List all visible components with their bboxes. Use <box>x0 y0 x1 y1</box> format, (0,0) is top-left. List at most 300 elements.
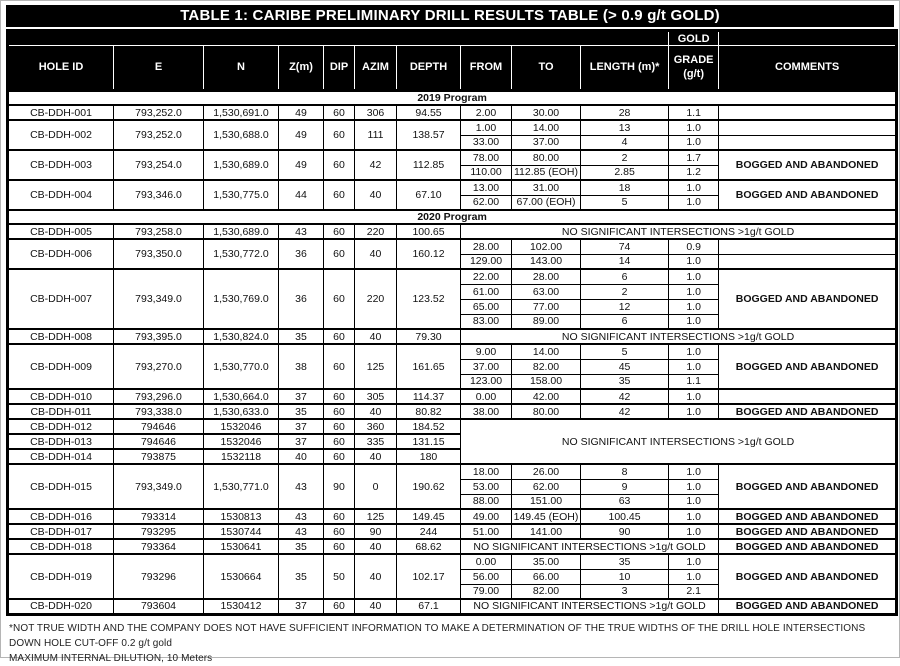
comment-cell: BOGGED AND ABANDONED <box>719 509 897 524</box>
col-azim: AZIM <box>355 46 397 91</box>
hole-z-cell: 35 <box>279 539 324 554</box>
hole-depth-cell: 184.52 <box>397 419 461 434</box>
hole-id-cell: CB-DDH-007 <box>8 269 114 329</box>
hole-e-cell: 793,258.0 <box>114 224 204 239</box>
hole-id-cell: CB-DDH-010 <box>8 389 114 404</box>
hole-depth-cell: 67.1 <box>397 599 461 614</box>
hole-n-cell: 1,530,770.0 <box>204 344 279 389</box>
hole-n-cell: 1,530,633.0 <box>204 404 279 419</box>
hole-dip-cell: 60 <box>324 449 355 464</box>
hole-id-cell: CB-DDH-005 <box>8 224 114 239</box>
interval-grade-cell: 1.0 <box>669 299 719 314</box>
comment-cell <box>719 120 897 135</box>
interval-to-cell: 26.00 <box>512 464 581 479</box>
interval-from-cell: 18.00 <box>461 464 512 479</box>
hole-dip-cell: 60 <box>324 344 355 389</box>
no-significant-cell: NO SIGNIFICANT INTERSECTIONS >1g/t GOLD <box>461 539 719 554</box>
interval-len-cell: 18 <box>581 180 669 195</box>
interval-grade-cell: 1.1 <box>669 105 719 120</box>
hole-depth-cell: 190.62 <box>397 464 461 509</box>
interval-to-cell: 28.00 <box>512 269 581 284</box>
hole-depth-cell: 114.37 <box>397 389 461 404</box>
interval-to-cell: 80.00 <box>512 150 581 165</box>
hole-e-cell: 794646 <box>114 434 204 449</box>
hole-depth-cell: 149.45 <box>397 509 461 524</box>
interval-to-cell: 42.00 <box>512 389 581 404</box>
hole-e-cell: 793,270.0 <box>114 344 204 389</box>
no-significant-cell: NO SIGNIFICANT INTERSECTIONS >1g/t GOLD <box>461 224 897 239</box>
col-grade: GRADE (g/t) <box>669 46 719 91</box>
hole-dip-cell: 60 <box>324 180 355 210</box>
comment-cell: BOGGED AND ABANDONED <box>719 180 897 210</box>
no-significant-cell: NO SIGNIFICANT INTERSECTIONS >1g/t GOLD <box>461 329 897 344</box>
hole-id-cell: CB-DDH-018 <box>8 539 114 554</box>
interval-grade-cell: 2.1 <box>669 584 719 599</box>
interval-to-cell: 82.00 <box>512 359 581 374</box>
table-row <box>8 239 897 254</box>
hole-depth-cell: 123.52 <box>397 269 461 329</box>
interval-len-cell: 6 <box>581 269 669 284</box>
interval-to-cell: 80.00 <box>512 404 581 419</box>
interval-to-cell: 77.00 <box>512 299 581 314</box>
interval-from-cell: 51.00 <box>461 524 512 539</box>
hole-id-cell: CB-DDH-002 <box>8 120 114 150</box>
hole-dip-cell: 60 <box>324 404 355 419</box>
interval-len-cell: 2 <box>581 284 669 299</box>
hole-id-cell: CB-DDH-009 <box>8 344 114 389</box>
interval-len-cell: 9 <box>581 479 669 494</box>
hole-id-cell: CB-DDH-020 <box>8 599 114 614</box>
interval-from-cell: 37.00 <box>461 359 512 374</box>
hole-z-cell: 43 <box>279 524 324 539</box>
hole-azim-cell: 125 <box>355 344 397 389</box>
interval-to-cell: 158.00 <box>512 374 581 389</box>
hole-dip-cell: 60 <box>324 224 355 239</box>
hole-dip-cell: 60 <box>324 539 355 554</box>
hole-dip-cell: 60 <box>324 509 355 524</box>
hole-azim-cell: 40 <box>355 539 397 554</box>
hole-dip-cell: 60 <box>324 389 355 404</box>
interval-grade-cell: 1.0 <box>669 269 719 284</box>
footnotes <box>9 621 894 666</box>
comment-cell <box>719 239 897 254</box>
hole-z-cell: 35 <box>279 554 324 599</box>
hole-z-cell: 43 <box>279 509 324 524</box>
hole-depth-cell: 112.85 <box>397 150 461 180</box>
interval-to-cell: 112.85 (EOH) <box>512 165 581 180</box>
hole-e-cell: 793295 <box>114 524 204 539</box>
hole-depth-cell: 68.62 <box>397 539 461 554</box>
comment-cell: BOGGED AND ABANDONED <box>719 599 897 614</box>
hole-id-cell: CB-DDH-015 <box>8 464 114 509</box>
hole-depth-cell: 102.17 <box>397 554 461 599</box>
table-title: TABLE 1: CARIBE PRELIMINARY DRILL RESULTS TABLE (> 0.9 g/t GOLD) <box>6 5 894 27</box>
col-n: N <box>204 46 279 91</box>
hole-e-cell: 793,350.0 <box>114 239 204 269</box>
interval-to-cell: 35.00 <box>512 554 581 569</box>
interval-grade-cell: 0.9 <box>669 239 719 254</box>
hole-n-cell: 1530813 <box>204 509 279 524</box>
interval-to-cell: 151.00 <box>512 494 581 509</box>
interval-from-cell: 1.00 <box>461 120 512 135</box>
hole-dip-cell: 60 <box>324 269 355 329</box>
hole-id-cell: CB-DDH-011 <box>8 404 114 419</box>
col-z: Z(m) <box>279 46 324 91</box>
comment-cell <box>719 105 897 120</box>
interval-len-cell: 45 <box>581 359 669 374</box>
hole-dip-cell: 60 <box>324 599 355 614</box>
col-e: E <box>114 46 204 91</box>
program-band <box>8 210 897 224</box>
interval-from-cell: 2.00 <box>461 105 512 120</box>
interval-from-cell: 123.00 <box>461 374 512 389</box>
hole-e-cell: 793,252.0 <box>114 105 204 120</box>
interval-grade-cell: 1.0 <box>669 554 719 569</box>
table-header <box>8 31 897 91</box>
comment-cell: BOGGED AND ABANDONED <box>719 524 897 539</box>
table-row <box>8 509 897 524</box>
interval-len-cell: 2.85 <box>581 165 669 180</box>
interval-len-cell: 35 <box>581 554 669 569</box>
interval-to-cell: 14.00 <box>512 344 581 359</box>
hole-azim-cell: 42 <box>355 150 397 180</box>
interval-len-cell: 42 <box>581 389 669 404</box>
interval-grade-cell: 1.0 <box>669 389 719 404</box>
interval-len-cell: 74 <box>581 239 669 254</box>
hole-depth-cell: 79.30 <box>397 329 461 344</box>
interval-from-cell: 49.00 <box>461 509 512 524</box>
hole-z-cell: 35 <box>279 404 324 419</box>
interval-from-cell: 79.00 <box>461 584 512 599</box>
drill-table-body <box>8 91 897 615</box>
comment-cell: BOGGED AND ABANDONED <box>719 539 897 554</box>
interval-from-cell: 33.00 <box>461 135 512 150</box>
hole-n-cell: 1532046 <box>204 434 279 449</box>
hole-id-cell: CB-DDH-019 <box>8 554 114 599</box>
hole-dip-cell: 60 <box>324 434 355 449</box>
interval-from-cell: 65.00 <box>461 299 512 314</box>
hole-e-cell: 793,296.0 <box>114 389 204 404</box>
interval-from-cell: 62.00 <box>461 195 512 210</box>
table-row <box>8 150 897 165</box>
hole-n-cell: 1530641 <box>204 539 279 554</box>
hole-n-cell: 1,530,688.0 <box>204 120 279 150</box>
interval-from-cell: 78.00 <box>461 150 512 165</box>
interval-to-cell: 89.00 <box>512 314 581 329</box>
hole-e-cell: 793,395.0 <box>114 329 204 344</box>
hole-e-cell: 793604 <box>114 599 204 614</box>
hole-id-cell: CB-DDH-012 <box>8 419 114 434</box>
hole-n-cell: 1,530,824.0 <box>204 329 279 344</box>
hole-azim-cell: 306 <box>355 105 397 120</box>
gold-header-row <box>8 31 897 46</box>
interval-len-cell: 3 <box>581 584 669 599</box>
interval-len-cell: 28 <box>581 105 669 120</box>
hole-dip-cell: 60 <box>324 329 355 344</box>
hole-n-cell: 1,530,771.0 <box>204 464 279 509</box>
hole-e-cell: 793296 <box>114 554 204 599</box>
hole-id-cell: CB-DDH-017 <box>8 524 114 539</box>
interval-grade-cell: 1.0 <box>669 195 719 210</box>
interval-from-cell: 28.00 <box>461 239 512 254</box>
program-label: 2019 Program <box>8 91 897 106</box>
hole-azim-cell: 220 <box>355 224 397 239</box>
hole-depth-cell: 94.55 <box>397 105 461 120</box>
footnote-true-width: *NOT TRUE WIDTH AND THE COMPANY DOES NOT HAVE SUFFICIENT INFORMATION TO MAKE A DETERMINATION OF THE TRUE WIDTHS OF THE DRILL HOLE INTERSECTIONS <box>9 622 866 634</box>
table-row <box>8 539 897 554</box>
hole-z-cell: 49 <box>279 105 324 120</box>
hole-z-cell: 37 <box>279 599 324 614</box>
col-length: LENGTH (m)* <box>581 46 669 91</box>
interval-len-cell: 13 <box>581 120 669 135</box>
table-row <box>8 344 897 359</box>
hole-depth-cell: 160.12 <box>397 239 461 269</box>
hole-id-cell: CB-DDH-004 <box>8 180 114 210</box>
interval-from-cell: 110.00 <box>461 165 512 180</box>
interval-grade-cell: 1.0 <box>669 479 719 494</box>
hole-z-cell: 38 <box>279 344 324 389</box>
hole-z-cell: 49 <box>279 120 324 150</box>
interval-to-cell: 14.00 <box>512 120 581 135</box>
hole-depth-cell: 131.15 <box>397 434 461 449</box>
hole-azim-cell: 40 <box>355 180 397 210</box>
interval-from-cell: 83.00 <box>461 314 512 329</box>
hole-dip-cell: 60 <box>324 524 355 539</box>
hole-e-cell: 793,254.0 <box>114 150 204 180</box>
col-depth: DEPTH <box>397 46 461 91</box>
hole-azim-cell: 335 <box>355 434 397 449</box>
interval-len-cell: 90 <box>581 524 669 539</box>
hole-e-cell: 793314 <box>114 509 204 524</box>
hole-azim-cell: 125 <box>355 509 397 524</box>
hole-z-cell: 36 <box>279 239 324 269</box>
interval-len-cell: 100.45 <box>581 509 669 524</box>
interval-grade-cell: 1.0 <box>669 135 719 150</box>
table-row <box>8 180 897 195</box>
hole-azim-cell: 111 <box>355 120 397 150</box>
interval-from-cell: 13.00 <box>461 180 512 195</box>
hole-id-cell: CB-DDH-003 <box>8 150 114 180</box>
hole-e-cell: 793,349.0 <box>114 269 204 329</box>
gold-header-cell: GOLD <box>669 31 719 46</box>
comment-cell: BOGGED AND ABANDONED <box>719 150 897 180</box>
interval-grade-cell: 1.1 <box>669 374 719 389</box>
col-to: TO <box>512 46 581 91</box>
interval-from-cell: 61.00 <box>461 284 512 299</box>
hole-e-cell: 794646 <box>114 419 204 434</box>
hole-z-cell: 44 <box>279 180 324 210</box>
interval-grade-cell: 1.0 <box>669 404 719 419</box>
hole-e-cell: 793875 <box>114 449 204 464</box>
hole-z-cell: 36 <box>279 269 324 329</box>
hole-azim-cell: 40 <box>355 404 397 419</box>
hole-e-cell: 793,252.0 <box>114 120 204 150</box>
table-row <box>8 599 897 614</box>
interval-len-cell: 12 <box>581 299 669 314</box>
interval-to-cell: 143.00 <box>512 254 581 269</box>
interval-len-cell: 63 <box>581 494 669 509</box>
hole-depth-cell: 100.65 <box>397 224 461 239</box>
hole-id-cell: CB-DDH-008 <box>8 329 114 344</box>
hole-depth-cell: 80.82 <box>397 404 461 419</box>
interval-to-cell: 30.00 <box>512 105 581 120</box>
interval-grade-cell: 1.0 <box>669 464 719 479</box>
interval-from-cell: 22.00 <box>461 269 512 284</box>
hole-azim-cell: 40 <box>355 239 397 269</box>
comment-cell: BOGGED AND ABANDONED <box>719 554 897 599</box>
comment-cell: BOGGED AND ABANDONED <box>719 464 897 509</box>
interval-to-cell: 67.00 (EOH) <box>512 195 581 210</box>
interval-grade-cell: 1.0 <box>669 344 719 359</box>
hole-n-cell: 1,530,691.0 <box>204 105 279 120</box>
hole-dip-cell: 50 <box>324 554 355 599</box>
hole-dip-cell: 60 <box>324 105 355 120</box>
col-hole-id: HOLE ID <box>8 46 114 91</box>
interval-grade-cell: 1.0 <box>669 254 719 269</box>
table-row <box>8 120 897 135</box>
comment-cell: BOGGED AND ABANDONED <box>719 344 897 389</box>
interval-to-cell: 31.00 <box>512 180 581 195</box>
hole-dip-cell: 60 <box>324 120 355 150</box>
interval-len-cell: 5 <box>581 195 669 210</box>
hole-dip-cell: 60 <box>324 239 355 269</box>
interval-from-cell: 88.00 <box>461 494 512 509</box>
interval-grade-cell: 1.0 <box>669 284 719 299</box>
interval-from-cell: 0.00 <box>461 554 512 569</box>
hole-n-cell: 1,530,769.0 <box>204 269 279 329</box>
interval-to-cell: 37.00 <box>512 135 581 150</box>
hole-depth-cell: 161.65 <box>397 344 461 389</box>
hole-n-cell: 1530412 <box>204 599 279 614</box>
hole-depth-cell: 67.10 <box>397 180 461 210</box>
hole-depth-cell: 244 <box>397 524 461 539</box>
interval-from-cell: 53.00 <box>461 479 512 494</box>
table-row <box>8 329 897 344</box>
interval-from-cell: 38.00 <box>461 404 512 419</box>
hole-z-cell: 37 <box>279 419 324 434</box>
header-strip-right <box>719 31 897 46</box>
interval-from-cell: 0.00 <box>461 389 512 404</box>
comment-cell: BOGGED AND ABANDONED <box>719 404 897 419</box>
interval-len-cell: 14 <box>581 254 669 269</box>
hole-z-cell: 43 <box>279 224 324 239</box>
hole-azim-cell: 40 <box>355 329 397 344</box>
interval-to-cell: 62.00 <box>512 479 581 494</box>
interval-grade-cell: 1.0 <box>669 569 719 584</box>
hole-id-cell: CB-DDH-016 <box>8 509 114 524</box>
interval-from-cell: 129.00 <box>461 254 512 269</box>
interval-len-cell: 6 <box>581 314 669 329</box>
table-row <box>8 389 897 404</box>
interval-grade-cell: 1.0 <box>669 494 719 509</box>
hole-id-cell: CB-DDH-006 <box>8 239 114 269</box>
interval-grade-cell: 1.0 <box>669 314 719 329</box>
hole-depth-cell: 138.57 <box>397 120 461 150</box>
hole-z-cell: 49 <box>279 150 324 180</box>
hole-z-cell: 43 <box>279 464 324 509</box>
hole-azim-cell: 40 <box>355 554 397 599</box>
table-row <box>8 224 897 239</box>
table-row <box>8 554 897 569</box>
interval-len-cell: 4 <box>581 135 669 150</box>
hole-azim-cell: 305 <box>355 389 397 404</box>
hole-id-cell: CB-DDH-001 <box>8 105 114 120</box>
interval-grade-cell: 1.0 <box>669 509 719 524</box>
hole-dip-cell: 90 <box>324 464 355 509</box>
interval-to-cell: 66.00 <box>512 569 581 584</box>
hole-n-cell: 1530664 <box>204 554 279 599</box>
no-significant-cell: NO SIGNIFICANT INTERSECTIONS >1g/t GOLD <box>461 419 897 464</box>
table-row <box>8 419 897 434</box>
hole-azim-cell: 40 <box>355 449 397 464</box>
interval-len-cell: 10 <box>581 569 669 584</box>
table-row <box>8 524 897 539</box>
col-from: FROM <box>461 46 512 91</box>
table-row <box>8 269 897 284</box>
hole-n-cell: 1,530,689.0 <box>204 150 279 180</box>
hole-depth-cell: 180 <box>397 449 461 464</box>
interval-to-cell: 149.45 (EOH) <box>512 509 581 524</box>
hole-e-cell: 793364 <box>114 539 204 554</box>
interval-grade-cell: 1.0 <box>669 359 719 374</box>
interval-to-cell: 141.00 <box>512 524 581 539</box>
interval-to-cell: 63.00 <box>512 284 581 299</box>
hole-e-cell: 793,338.0 <box>114 404 204 419</box>
col-comments: COMMENTS <box>719 46 897 91</box>
no-significant-cell: NO SIGNIFICANT INTERSECTIONS >1g/t GOLD <box>461 599 719 614</box>
hole-n-cell: 1532118 <box>204 449 279 464</box>
program-band <box>8 91 897 106</box>
interval-grade-cell: 1.0 <box>669 524 719 539</box>
interval-len-cell: 2 <box>581 150 669 165</box>
hole-z-cell: 37 <box>279 389 324 404</box>
hole-e-cell: 793,346.0 <box>114 180 204 210</box>
footnote-cutoff: DOWN HOLE CUT-OFF 0.2 g/t gold <box>9 637 173 649</box>
hole-e-cell: 793,349.0 <box>114 464 204 509</box>
hole-n-cell: 1,530,689.0 <box>204 224 279 239</box>
comment-cell <box>719 389 897 404</box>
hole-dip-cell: 60 <box>324 419 355 434</box>
hole-z-cell: 35 <box>279 329 324 344</box>
hole-azim-cell: 90 <box>355 524 397 539</box>
hole-n-cell: 1,530,775.0 <box>204 180 279 210</box>
col-dip: DIP <box>324 46 355 91</box>
table-row <box>8 404 897 419</box>
hole-dip-cell: 60 <box>324 150 355 180</box>
hole-n-cell: 1530744 <box>204 524 279 539</box>
interval-to-cell: 102.00 <box>512 239 581 254</box>
table-row <box>8 105 897 120</box>
drill-results-table <box>6 29 898 616</box>
hole-z-cell: 37 <box>279 434 324 449</box>
hole-azim-cell: 360 <box>355 419 397 434</box>
interval-grade-cell: 1.7 <box>669 150 719 165</box>
program-label: 2020 Program <box>8 210 897 224</box>
comment-cell <box>719 135 897 150</box>
interval-from-cell: 56.00 <box>461 569 512 584</box>
footnote-dilution: MAXIMUM INTERNAL DILUTION, 10 Meters <box>9 652 213 664</box>
hole-azim-cell: 40 <box>355 599 397 614</box>
hole-azim-cell: 220 <box>355 269 397 329</box>
hole-z-cell: 40 <box>279 449 324 464</box>
comment-cell <box>719 254 897 269</box>
hole-id-cell: CB-DDH-013 <box>8 434 114 449</box>
interval-len-cell: 42 <box>581 404 669 419</box>
table-row <box>8 464 897 479</box>
column-header-row <box>8 46 897 91</box>
hole-azim-cell: 0 <box>355 464 397 509</box>
interval-to-cell: 82.00 <box>512 584 581 599</box>
